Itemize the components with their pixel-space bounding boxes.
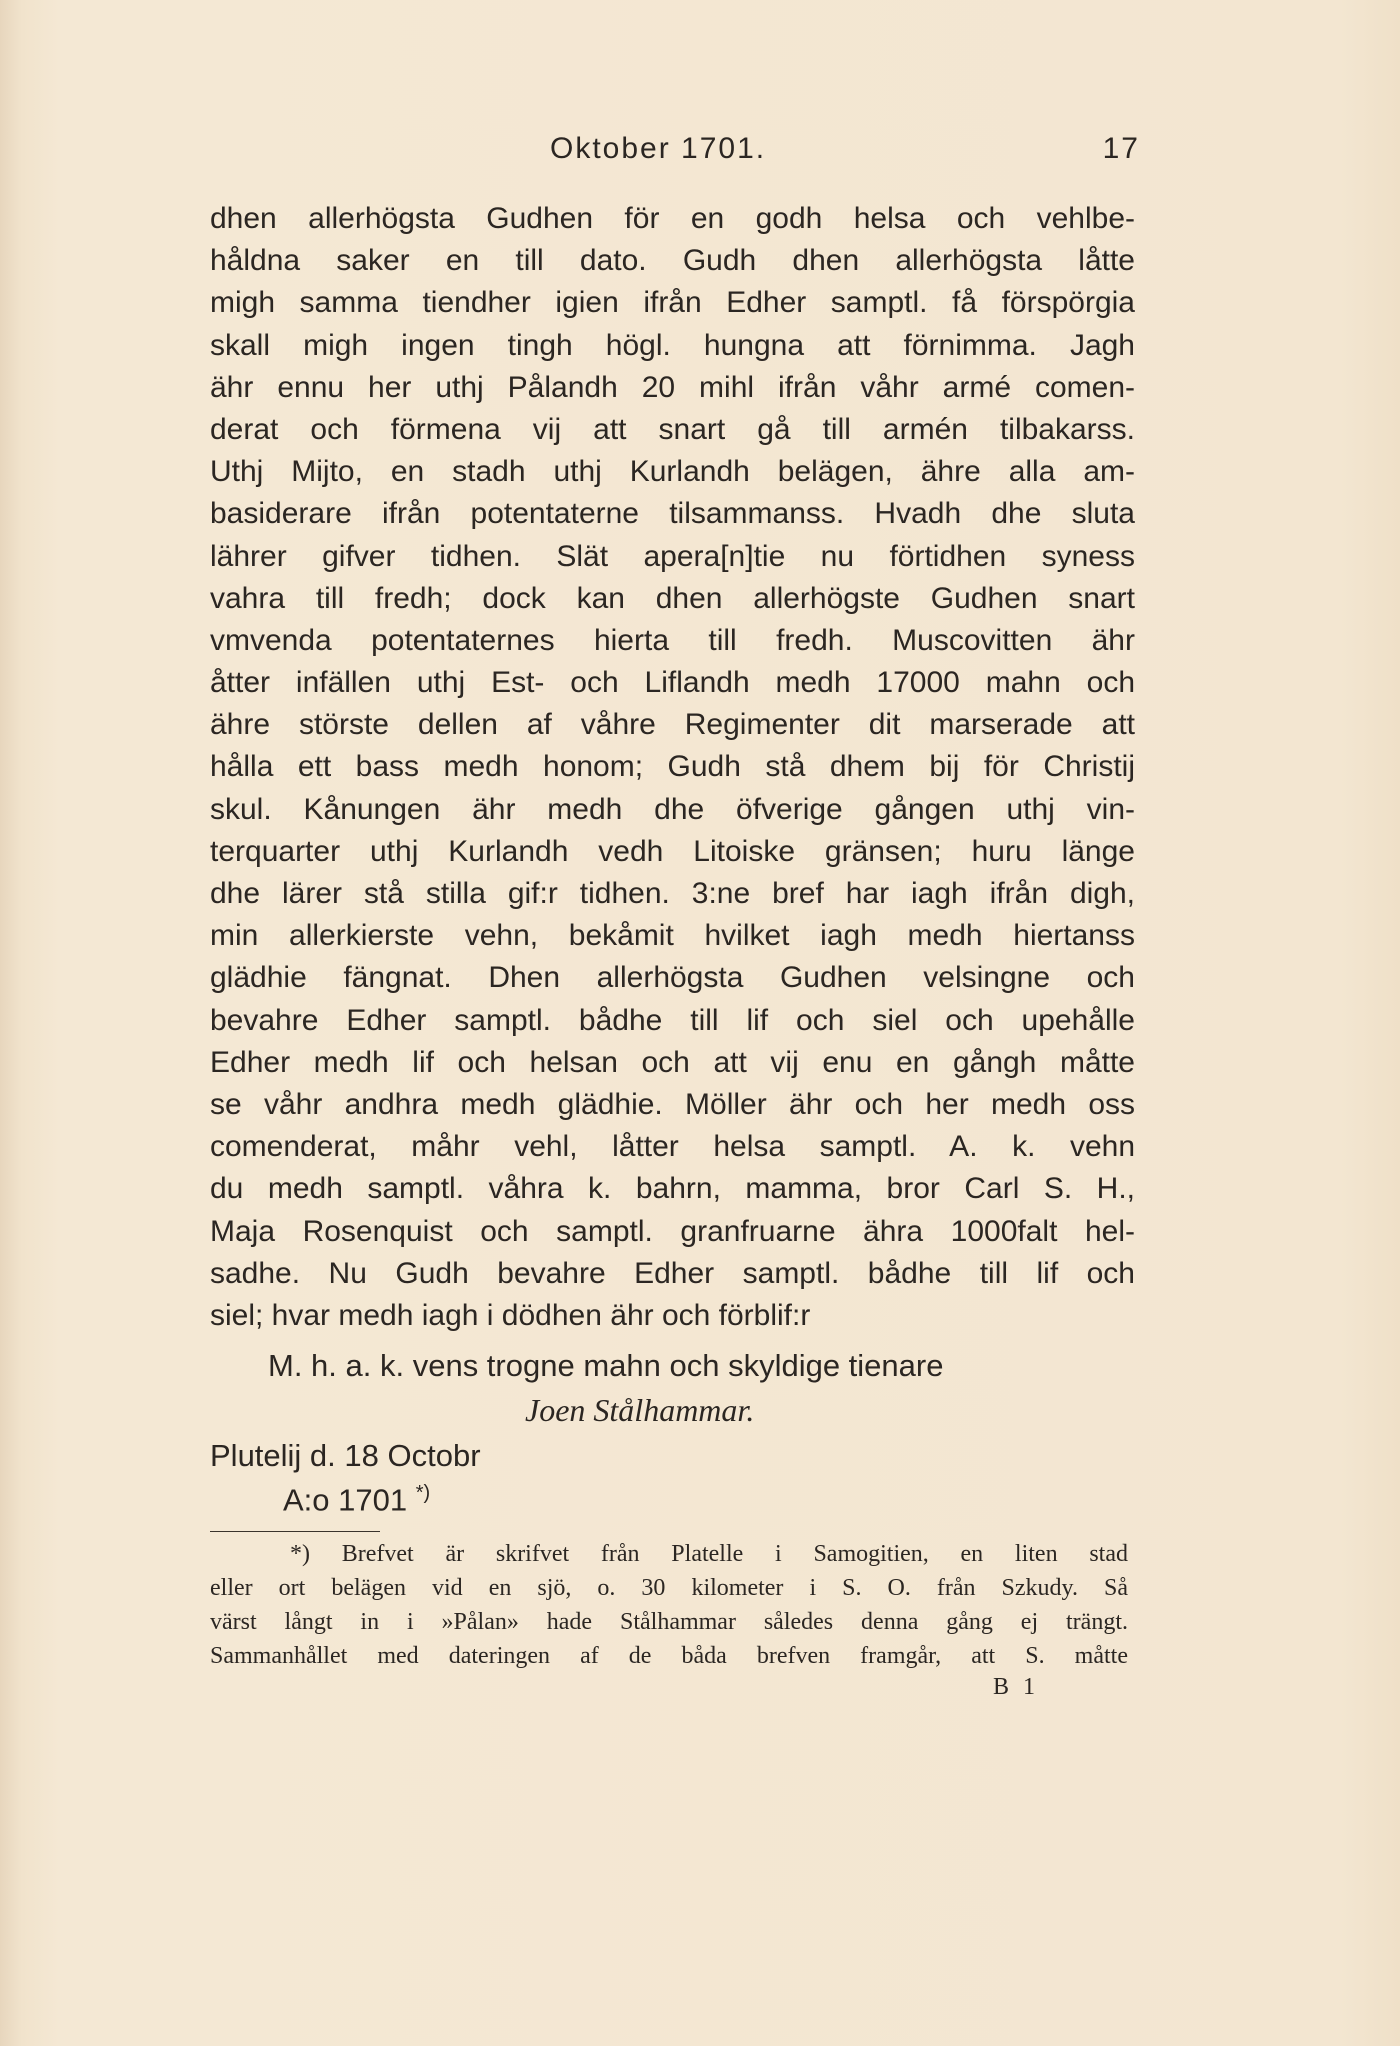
footnote-line: värst långt in i »Pålan» hade Stålhammar således denna gång ej trängt. [210, 1609, 1128, 1635]
year-line [283, 1482, 430, 1518]
footnote-line: eller ort belägen vid en sjö, o. 30 kilometer i S. O. från Szkudy. Så [210, 1575, 1128, 1601]
page-number: 17 [1102, 132, 1140, 165]
year-text: A:o 1701 [283, 1482, 408, 1518]
body-line: Uthj Mijto, en stadh uthj Kurlandh belägen, ähre alla am- [210, 455, 1135, 489]
footnote-marker: *) [415, 1482, 431, 1504]
body-line: ähre störste dellen af våhre Regimenter dit marserade att [210, 708, 1135, 742]
body-line: Maja Rosenquist och samptl. granfruarne ähra 1000falt hel- [210, 1214, 1135, 1248]
footnote-line: Sammanhållet med dateringen af de båda brefven framgår, att S. måtte [210, 1643, 1128, 1669]
body-line: dhe lärer stå stilla gif:r tidhen. 3:ne bref har iagh ifrån digh, [210, 877, 1135, 910]
body-line: ähr ennu her uthj Pålandh 20 mihl ifrån våhr armé comen- [210, 370, 1135, 404]
body-line: derat och förmena vij att snart gå till armén tilbakarss. [210, 412, 1135, 446]
body-line: skul. Kånungen ähr medh dhe öfverige gången uthj vin- [210, 792, 1135, 826]
body-line: terquarter uthj Kurlandh vedh Litoiske gränsen; huru länge [210, 834, 1135, 868]
body-line: åtter infällen uthj Est- och Liflandh medh 17000 mahn och [210, 666, 1135, 700]
signature: Joen Stålhammar. [525, 1392, 755, 1428]
body-line: dhen allerhögsta Gudhen för en godh helsa och vehlbe- [210, 202, 1135, 235]
body-line: siel; hvar medh iagh i dödhen ähr och förblif:r [210, 1298, 811, 1332]
footnote-divider [210, 1531, 380, 1532]
body-line: comenderat, måhr vehl, låtter helsa samptl. A. k. vehn [210, 1130, 1135, 1164]
body-line: se våhr andhra medh glädhie. Möller ähr och her medh oss [210, 1087, 1135, 1121]
page-header [210, 132, 1140, 172]
body-line: håldna saker en till dato. Gudh dhen allerhögsta låtte [210, 244, 1135, 278]
letter-body [210, 198, 1135, 1337]
body-line: Edher medh lif och helsan och att vij enu en gångh måtte [210, 1045, 1135, 1079]
body-line: vahra till fredh; dock kan dhen allerhögste Gudhen snart [210, 581, 1135, 615]
body-line: glädhie fängnat. Dhen allerhögsta Gudhen velsingne och [210, 961, 1135, 995]
body-line: sadhe. Nu Gudh bevahre Edher samptl. bådhe till lif och [210, 1256, 1135, 1290]
printer-signature-mark: B 1 [993, 1674, 1040, 1700]
footnote [210, 1537, 1128, 1673]
body-line: vmvenda potentaternes hierta till fredh. Muscovitten ähr [210, 623, 1135, 657]
body-line: migh samma tiendher igien ifrån Edher samptl. få förspörgia [210, 286, 1135, 320]
body-line: du medh samptl. våhra k. bahrn, mamma, bror Carl S. H., [210, 1172, 1135, 1206]
footnote-line: *) Brefvet är skrifvet från Platelle i Samogitien, en liten stad [290, 1541, 1128, 1567]
body-line: min allerkierste vehn, bekåmit hvilket iagh medh hiertanss [210, 919, 1135, 953]
closing-salutation: M. h. a. k. vens trogne mahn och skyldige tienare [268, 1348, 944, 1383]
body-line: bevahre Edher samptl. bådhe till lif och siel och upehålle [210, 1003, 1135, 1037]
body-line: hålla ett bass medh honom; Gudh stå dhem bij för Christij [210, 750, 1135, 784]
body-line: lährer gifver tidhen. Slät apera[n]tie nu förtidhen syness [210, 539, 1135, 573]
body-line: basiderare ifrån potentaterne tilsammanss. Hvadh dhe sluta [210, 497, 1135, 531]
body-line: skall migh ingen tingh högl. hungna att förnimma. Jagh [210, 328, 1135, 362]
place-date: Plutelij d. 18 Octobr [210, 1438, 481, 1473]
running-title: Oktober 1701. [550, 132, 767, 165]
